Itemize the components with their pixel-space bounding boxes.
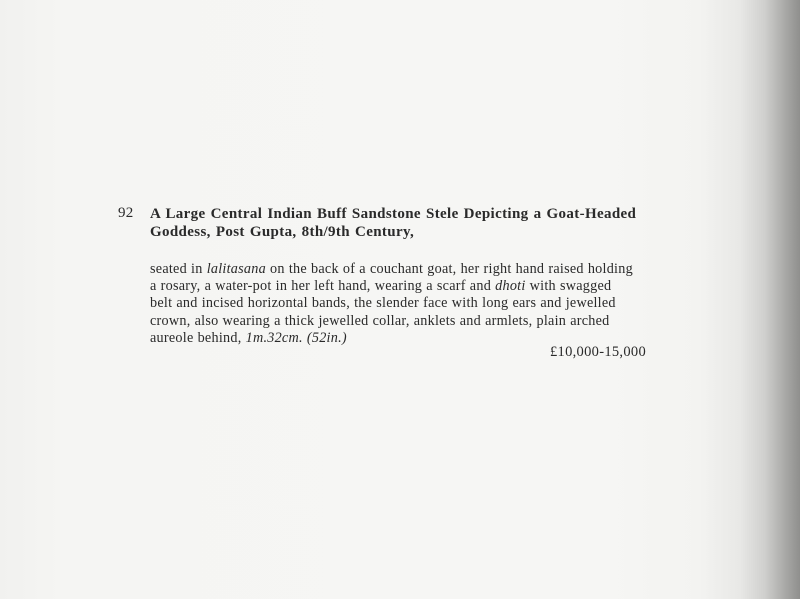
lot-title-line-2: Goddess, Post Gupta, 8th/9th Century, [150,224,415,240]
description-text: on the back of a couchant goat, her right hand raised holding [265,261,633,277]
lot-description [150,261,650,347]
lot-title [150,205,650,241]
lot-title-line-1: A Large Central Indian Buff Sandstone Stele Depicting a Goat-Headed [150,206,637,222]
dimensions: 1m.32cm. (52in.) [245,329,347,346]
description-italic-term: lalitasana [206,261,266,277]
description-line-4: crown, also wearing a thick jewelled collar, anklets and armlets, plain arched [150,312,610,329]
description-line-2 [150,278,650,295]
description-line-3: belt and incised horizontal bands, the slender face with long ears and jewelled [150,295,616,312]
price-estimate: £10,000-15,000 [549,344,646,360]
description-text: aureole behind, [150,329,246,346]
description-text: with swagged [525,278,612,295]
lot-number: 92 [118,205,134,221]
description-text: a rosary, a water-pot in her left hand, wearing a scarf and [150,278,496,295]
description-line-1 [150,261,650,278]
description-text: seated in [150,261,207,277]
description-italic-term: dhoti [495,278,526,295]
